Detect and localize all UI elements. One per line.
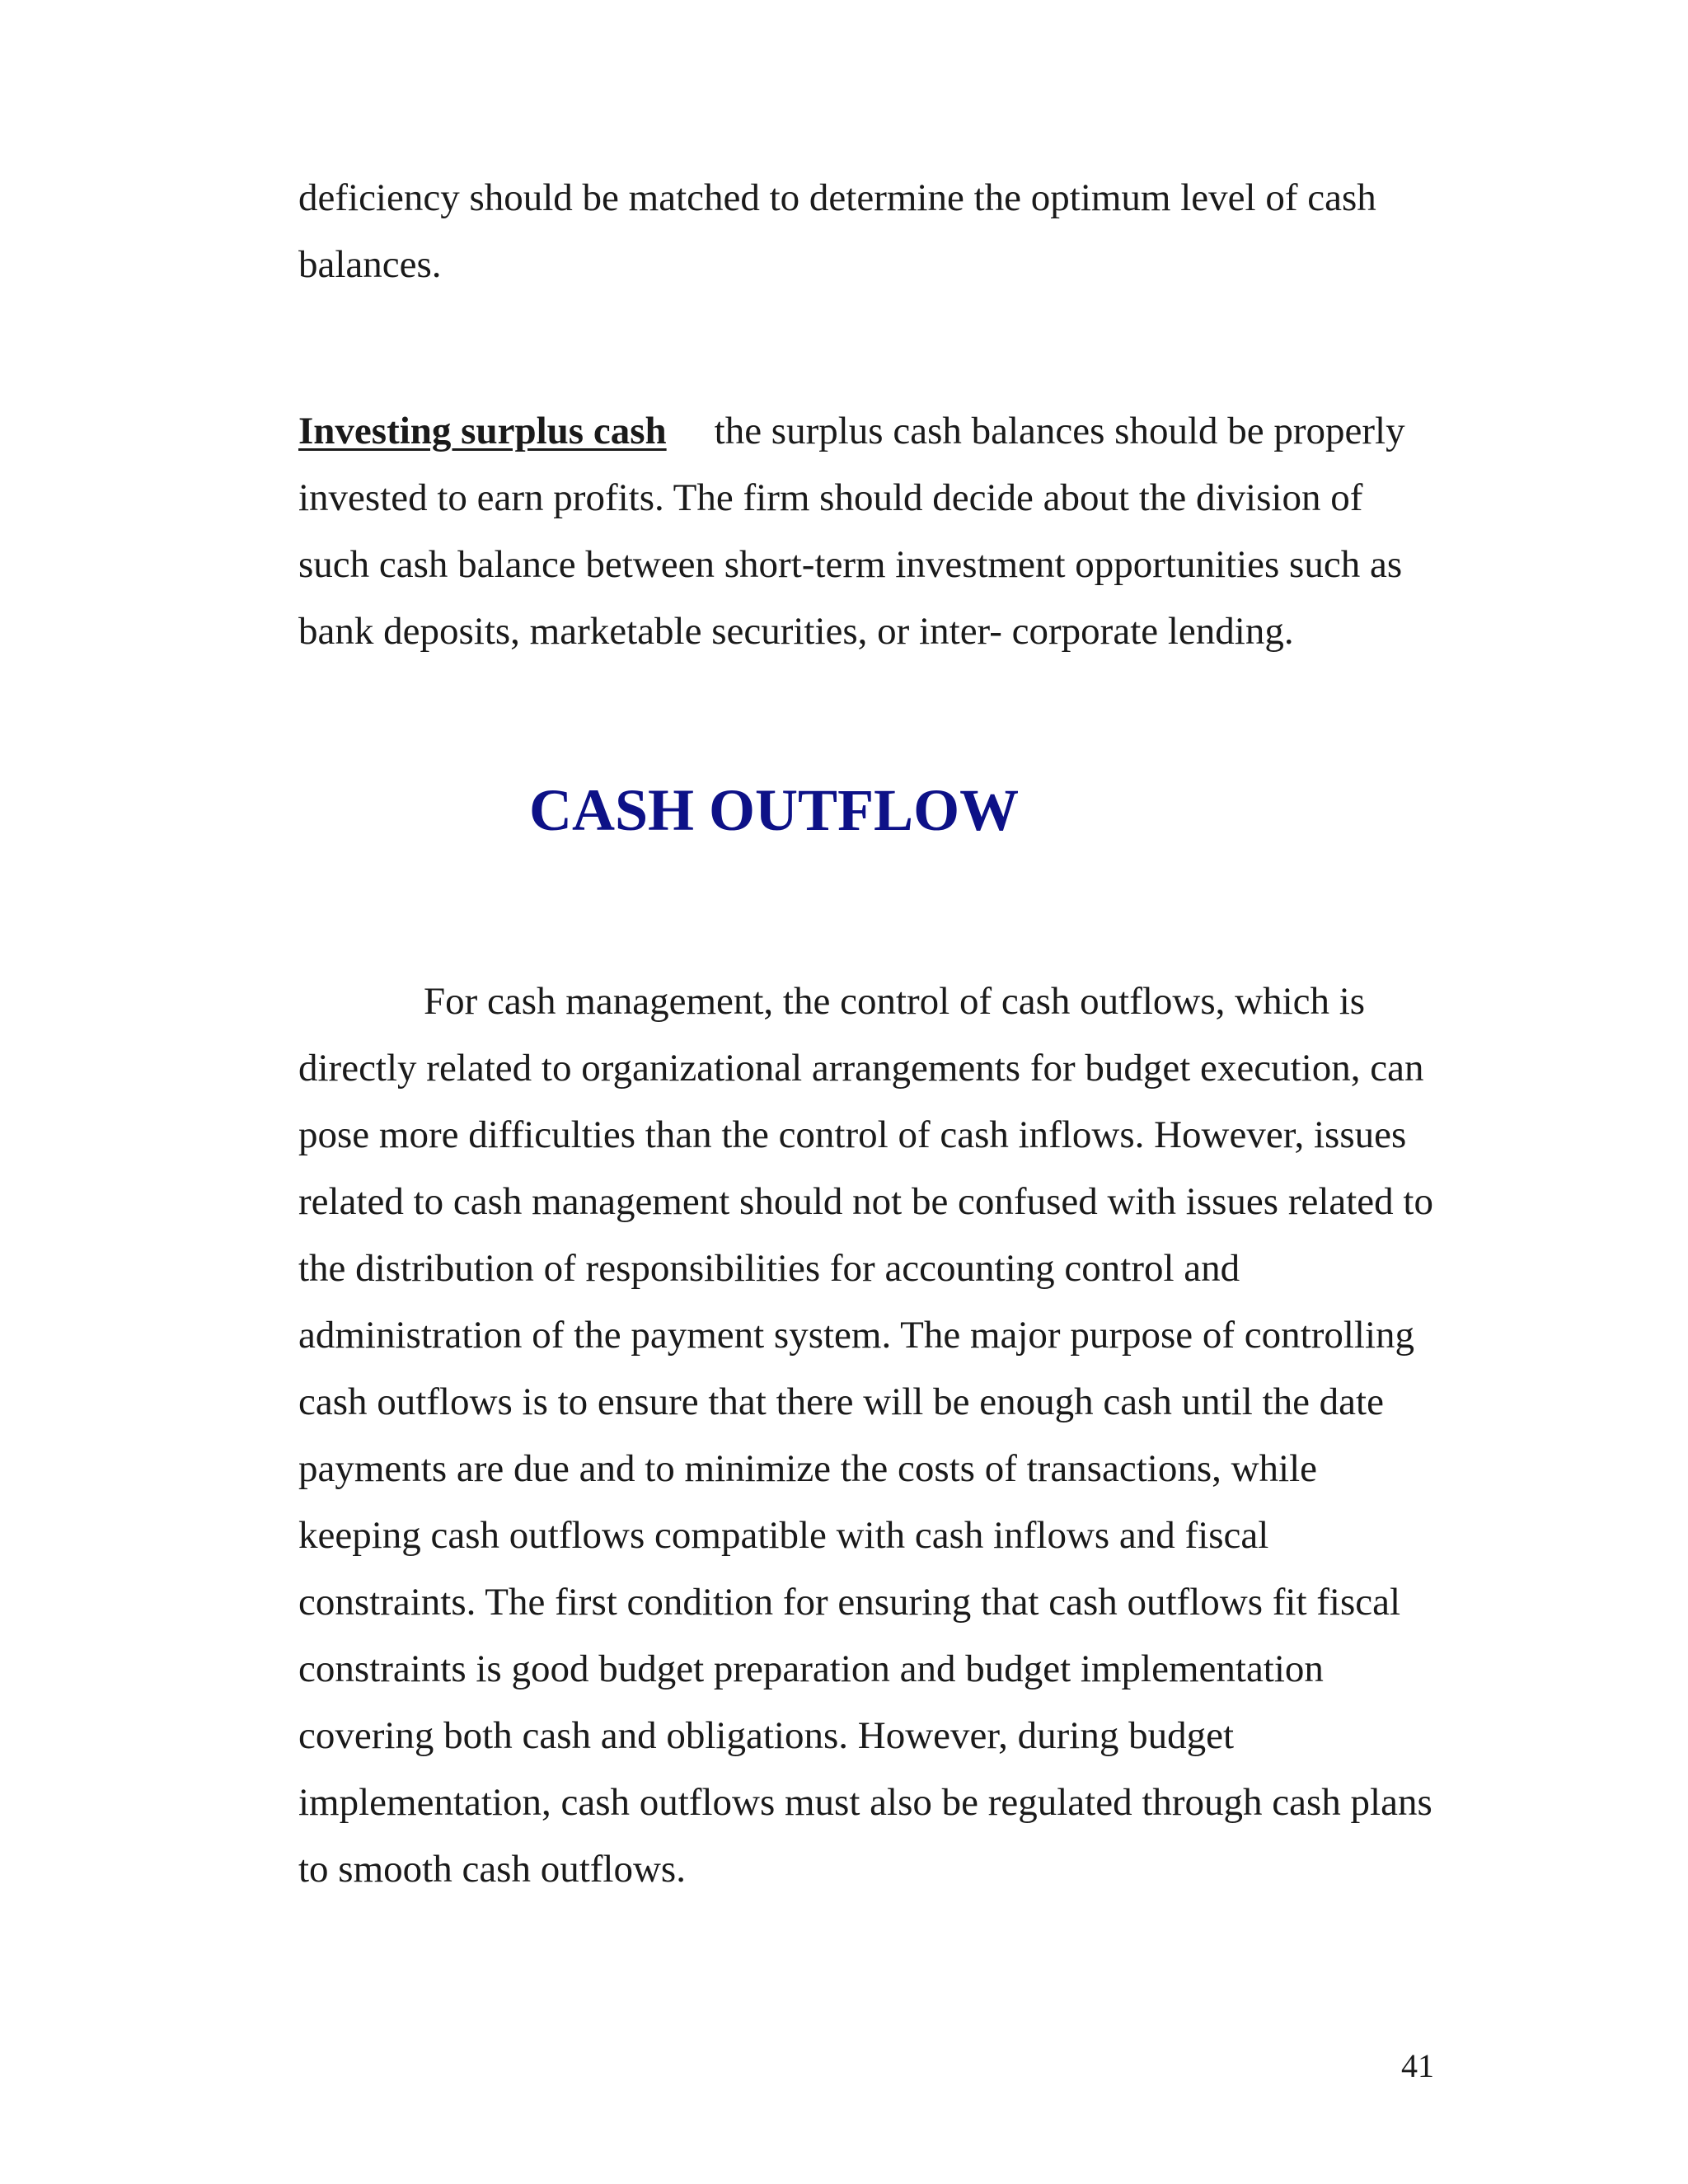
paragraph-line: constraints is good budget preparation and budget implementation: [298, 1647, 1324, 1690]
paragraph-line: covering both cash and obligations. However, during budget: [298, 1714, 1234, 1757]
run-in-heading: Investing surplus cash: [298, 410, 667, 452]
paragraph-line: keeping cash outflows compatible with cash inflows and fiscal: [298, 1514, 1269, 1557]
paragraph-line: directly related to organizational arrangements for budget execution, can: [298, 1047, 1424, 1090]
paragraph-line: to smooth cash outflows.: [298, 1848, 686, 1891]
paragraph-line: deficiency should be matched to determine the optimum level of cash: [298, 176, 1376, 219]
paragraph-line: such cash balance between short-term investment opportunities such as: [298, 543, 1403, 586]
paragraph-line: pose more difficulties than the control of cash inflows. However, issues: [298, 1113, 1407, 1156]
page-number: 41: [1401, 2047, 1434, 2084]
paragraph-line: related to cash management should not be confused with issues related to: [298, 1180, 1433, 1223]
paragraph-line: For cash management, the control of cash outflows, which is: [424, 980, 1366, 1023]
paragraph-line: payments are due and to minimize the costs of transactions, while: [298, 1447, 1318, 1490]
paragraph-line: balances.: [298, 243, 442, 286]
paragraph-line: invested to earn profits. The firm should decide about the division of: [298, 476, 1363, 519]
section-heading: CASH OUTFLOW: [529, 777, 1020, 843]
paragraph-line: the distribution of responsibilities for accounting control and: [298, 1247, 1240, 1290]
paragraph-line: constraints. The first condition for ensuring that cash outflows fit fiscal: [298, 1581, 1401, 1624]
paragraph-line: administration of the payment system. The major purpose of controlling: [298, 1314, 1415, 1357]
paragraph-text: the surplus cash balances should be properly: [714, 410, 1405, 452]
paragraph-line: bank deposits, marketable securities, or inter- corporate lending.: [298, 610, 1294, 653]
paragraph-line: implementation, cash outflows must also be regulated through cash plans: [298, 1781, 1432, 1824]
paragraph-line: cash outflows is to ensure that there will be enough cash until the date: [298, 1380, 1384, 1423]
paragraph-line: [298, 406, 1405, 456]
